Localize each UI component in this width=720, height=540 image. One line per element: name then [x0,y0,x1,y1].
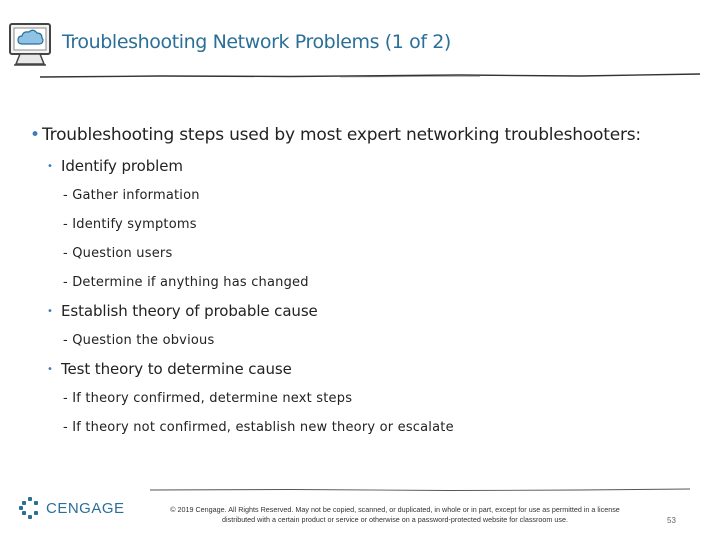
copyright-line-1: © 2019 Cengage. All Rights Reserved. May not be copied, scanned, or duplicated, in whole or in part, except for use as permitted in a license [170,505,620,514]
bullet-dot-icon: • [47,161,53,172]
sub-item: - Identify symptoms [63,217,197,232]
slide-content [30,118,700,442]
bullet-step-2 [47,297,700,326]
copyright-notice [140,505,650,525]
bullet-dot-icon: • [30,125,40,145]
copyright-line-2: distributed with a certain product or service or otherwise on a password-protected website for classroom use. [222,515,568,524]
sub-item: - Gather information [63,188,200,203]
cengage-wordmark: CENGAGE [46,499,125,517]
slide-title: Troubleshooting Network Problems (1 of 2) [62,31,451,53]
computer-cloud-icon [6,18,58,70]
page-number: 53 [667,516,676,525]
bullet-dot-icon: • [47,306,53,317]
cengage-logo-icon [18,496,42,520]
sub-item: - Question users [63,246,173,261]
bullet-dot-icon: • [47,364,53,375]
sub-item: - Determine if anything has changed [63,275,309,290]
bullet-step-3 [47,355,700,384]
sub-item: - If theory confirmed, determine next steps [63,391,353,406]
intro-text: Troubleshooting steps used by most expert networking troubleshooters: [42,125,641,145]
footer-brand [18,496,125,520]
sub-item: - Question the obvious [63,333,215,348]
footer-divider [150,486,690,496]
bullet-intro [30,118,700,152]
title-divider [40,70,700,82]
sub-item: - If theory not confirmed, establish new theory or escalate [63,420,454,435]
step-3-label: Test theory to determine cause [61,360,292,378]
step-1-label: Identify problem [61,157,183,175]
bullet-step-1 [47,152,700,181]
step-2-label: Establish theory of probable cause [61,302,318,320]
